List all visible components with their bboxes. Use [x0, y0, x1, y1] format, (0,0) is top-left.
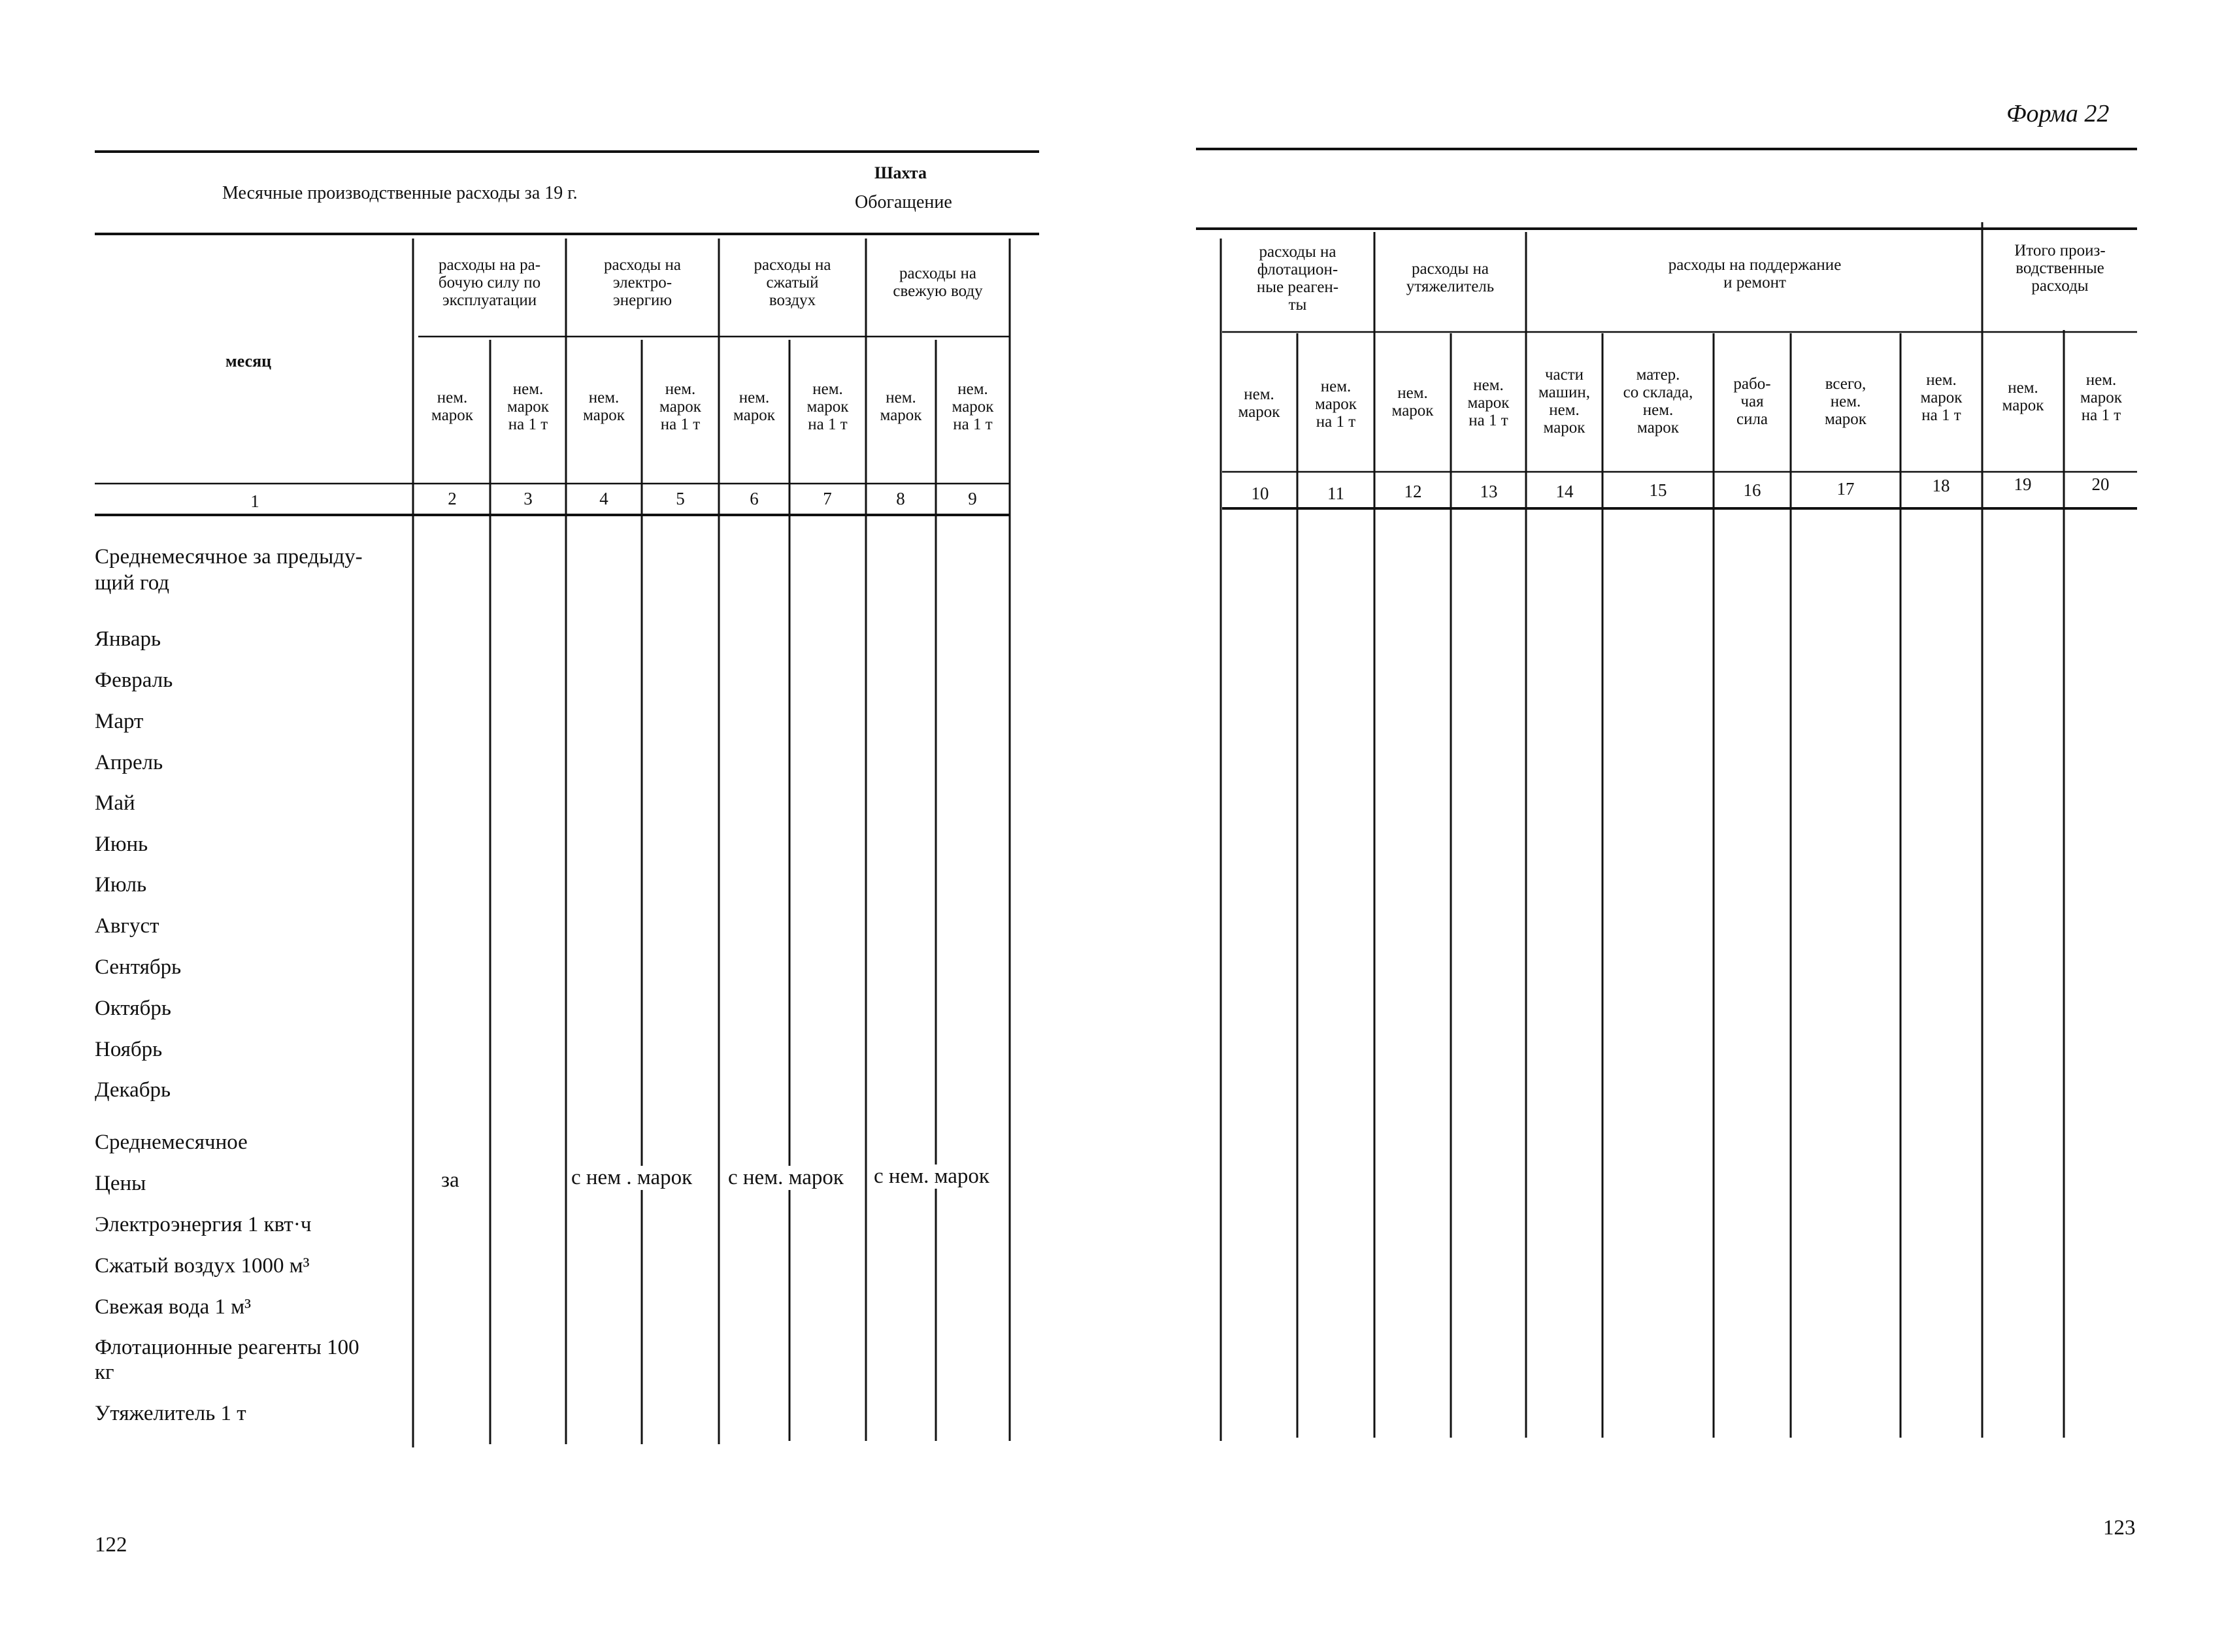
price-cell: с нем. марок — [728, 1166, 844, 1189]
sub-header: нем. марок — [880, 389, 922, 424]
sub-header: нем. марок — [1238, 386, 1280, 421]
group-header-electricity: расходы на электро- энергию — [604, 256, 681, 309]
group-header-heavy-medium: расходы на утяжелитель — [1406, 260, 1495, 295]
col-number: 8 — [896, 489, 905, 508]
col-number: 11 — [1327, 484, 1344, 503]
page-number: 122 — [95, 1533, 127, 1557]
sub-header: нем. марок на 1 т — [1920, 371, 1963, 424]
col-number: 14 — [1555, 482, 1574, 501]
row-label: Май — [95, 791, 135, 815]
col-number: 19 — [2014, 474, 2032, 494]
row-label: Июль — [95, 873, 147, 897]
row-label: Флотационные реагенты 100 кг — [95, 1336, 359, 1384]
col-number: 12 — [1404, 482, 1422, 501]
sub-header: нем. марок — [733, 389, 775, 424]
col-number: 1 — [250, 491, 259, 511]
col-number: 5 — [676, 489, 685, 508]
page-title: Месячные производственные расходы за 19 г. — [222, 183, 578, 203]
col-number: 4 — [599, 489, 608, 508]
price-cell: с нем . марок — [571, 1166, 693, 1189]
sub-header: нем. марок на 1 т — [1315, 378, 1357, 431]
row-label: Март — [95, 710, 144, 733]
sub-header: нем. марок на 1 т — [659, 380, 701, 433]
col-number: 20 — [2091, 474, 2110, 494]
col-number: 9 — [968, 489, 977, 508]
page-number: 123 — [2103, 1516, 2136, 1540]
group-header-compressed-air: расходы на сжатый воздух — [754, 256, 831, 309]
sub-header: нем. марок на 1 т — [952, 380, 994, 433]
price-cell: с нем. марок — [874, 1165, 989, 1188]
row-label: Январь — [95, 627, 161, 651]
row-label: Утяжелитель 1 т — [95, 1402, 246, 1425]
col-number: 7 — [823, 489, 832, 508]
row-label: Электроэнергия 1 квт·ч — [95, 1213, 312, 1236]
sub-header: нем. марок — [431, 389, 473, 424]
sub-header: части машин, нем. марок — [1538, 366, 1590, 437]
row-label: Июнь — [95, 833, 148, 856]
group-header-maintenance: расходы на поддержание и ремонт — [1668, 256, 1842, 291]
sub-header: нем. марок — [1391, 384, 1434, 420]
col-number: 3 — [523, 489, 533, 508]
row-label: Среднемесячное — [95, 1131, 248, 1154]
row-label: Апрель — [95, 751, 163, 774]
sub-header: нем. марок — [583, 389, 625, 424]
row-label: Октябрь — [95, 997, 171, 1020]
enrichment-label: Обогащение — [855, 192, 952, 212]
row-label: Свежая вода 1 м³ — [95, 1295, 252, 1319]
col-number: 17 — [1836, 479, 1855, 499]
sub-header: нем. марок — [2002, 379, 2044, 414]
group-header-labor: расходы на ра- бочую силу по эксплуатации — [438, 256, 541, 309]
col-number: 6 — [750, 489, 759, 508]
sub-header: нем. марок на 1 т — [806, 380, 849, 433]
col-number: 10 — [1251, 484, 1269, 503]
row-label: Цены — [95, 1172, 146, 1195]
shaft-label: Шахта — [874, 163, 927, 182]
group-header-fresh-water: расходы на свежую воду — [893, 265, 983, 300]
row-label: Сентябрь — [95, 955, 182, 979]
col-number: 15 — [1649, 480, 1667, 500]
row-label: Сжатый воздух 1000 м³ — [95, 1254, 310, 1278]
row-label: Февраль — [95, 669, 173, 692]
sub-header: нем. марок на 1 т — [507, 380, 549, 433]
col-number: 18 — [1932, 476, 1950, 495]
price-cell: за — [441, 1168, 459, 1192]
col-number: 2 — [448, 489, 457, 508]
col-number: 13 — [1480, 482, 1498, 501]
group-header-flotation: расходы на флотацион- ные реаген- ты — [1256, 243, 1339, 314]
sub-header: нем. марок на 1 т — [1467, 376, 1510, 429]
group-header-total: Итого произ- водственные расходы — [2014, 242, 2106, 295]
sub-header: всего, нем. марок — [1825, 375, 1867, 428]
col-number: 16 — [1743, 480, 1761, 500]
row-label: Ноябрь — [95, 1038, 163, 1061]
row-label: Август — [95, 914, 159, 938]
month-header: месяц — [225, 352, 272, 371]
sub-header: матер. со склада, нем. марок — [1623, 366, 1693, 437]
form-label: Форма 22 — [2006, 100, 2110, 127]
sub-header: нем. марок на 1 т — [2080, 371, 2122, 424]
row-label: Декабрь — [95, 1078, 171, 1102]
row-label: Среднемесячное за предыду- щий год — [95, 545, 363, 595]
sub-header: рабо- чая сила — [1733, 375, 1771, 428]
